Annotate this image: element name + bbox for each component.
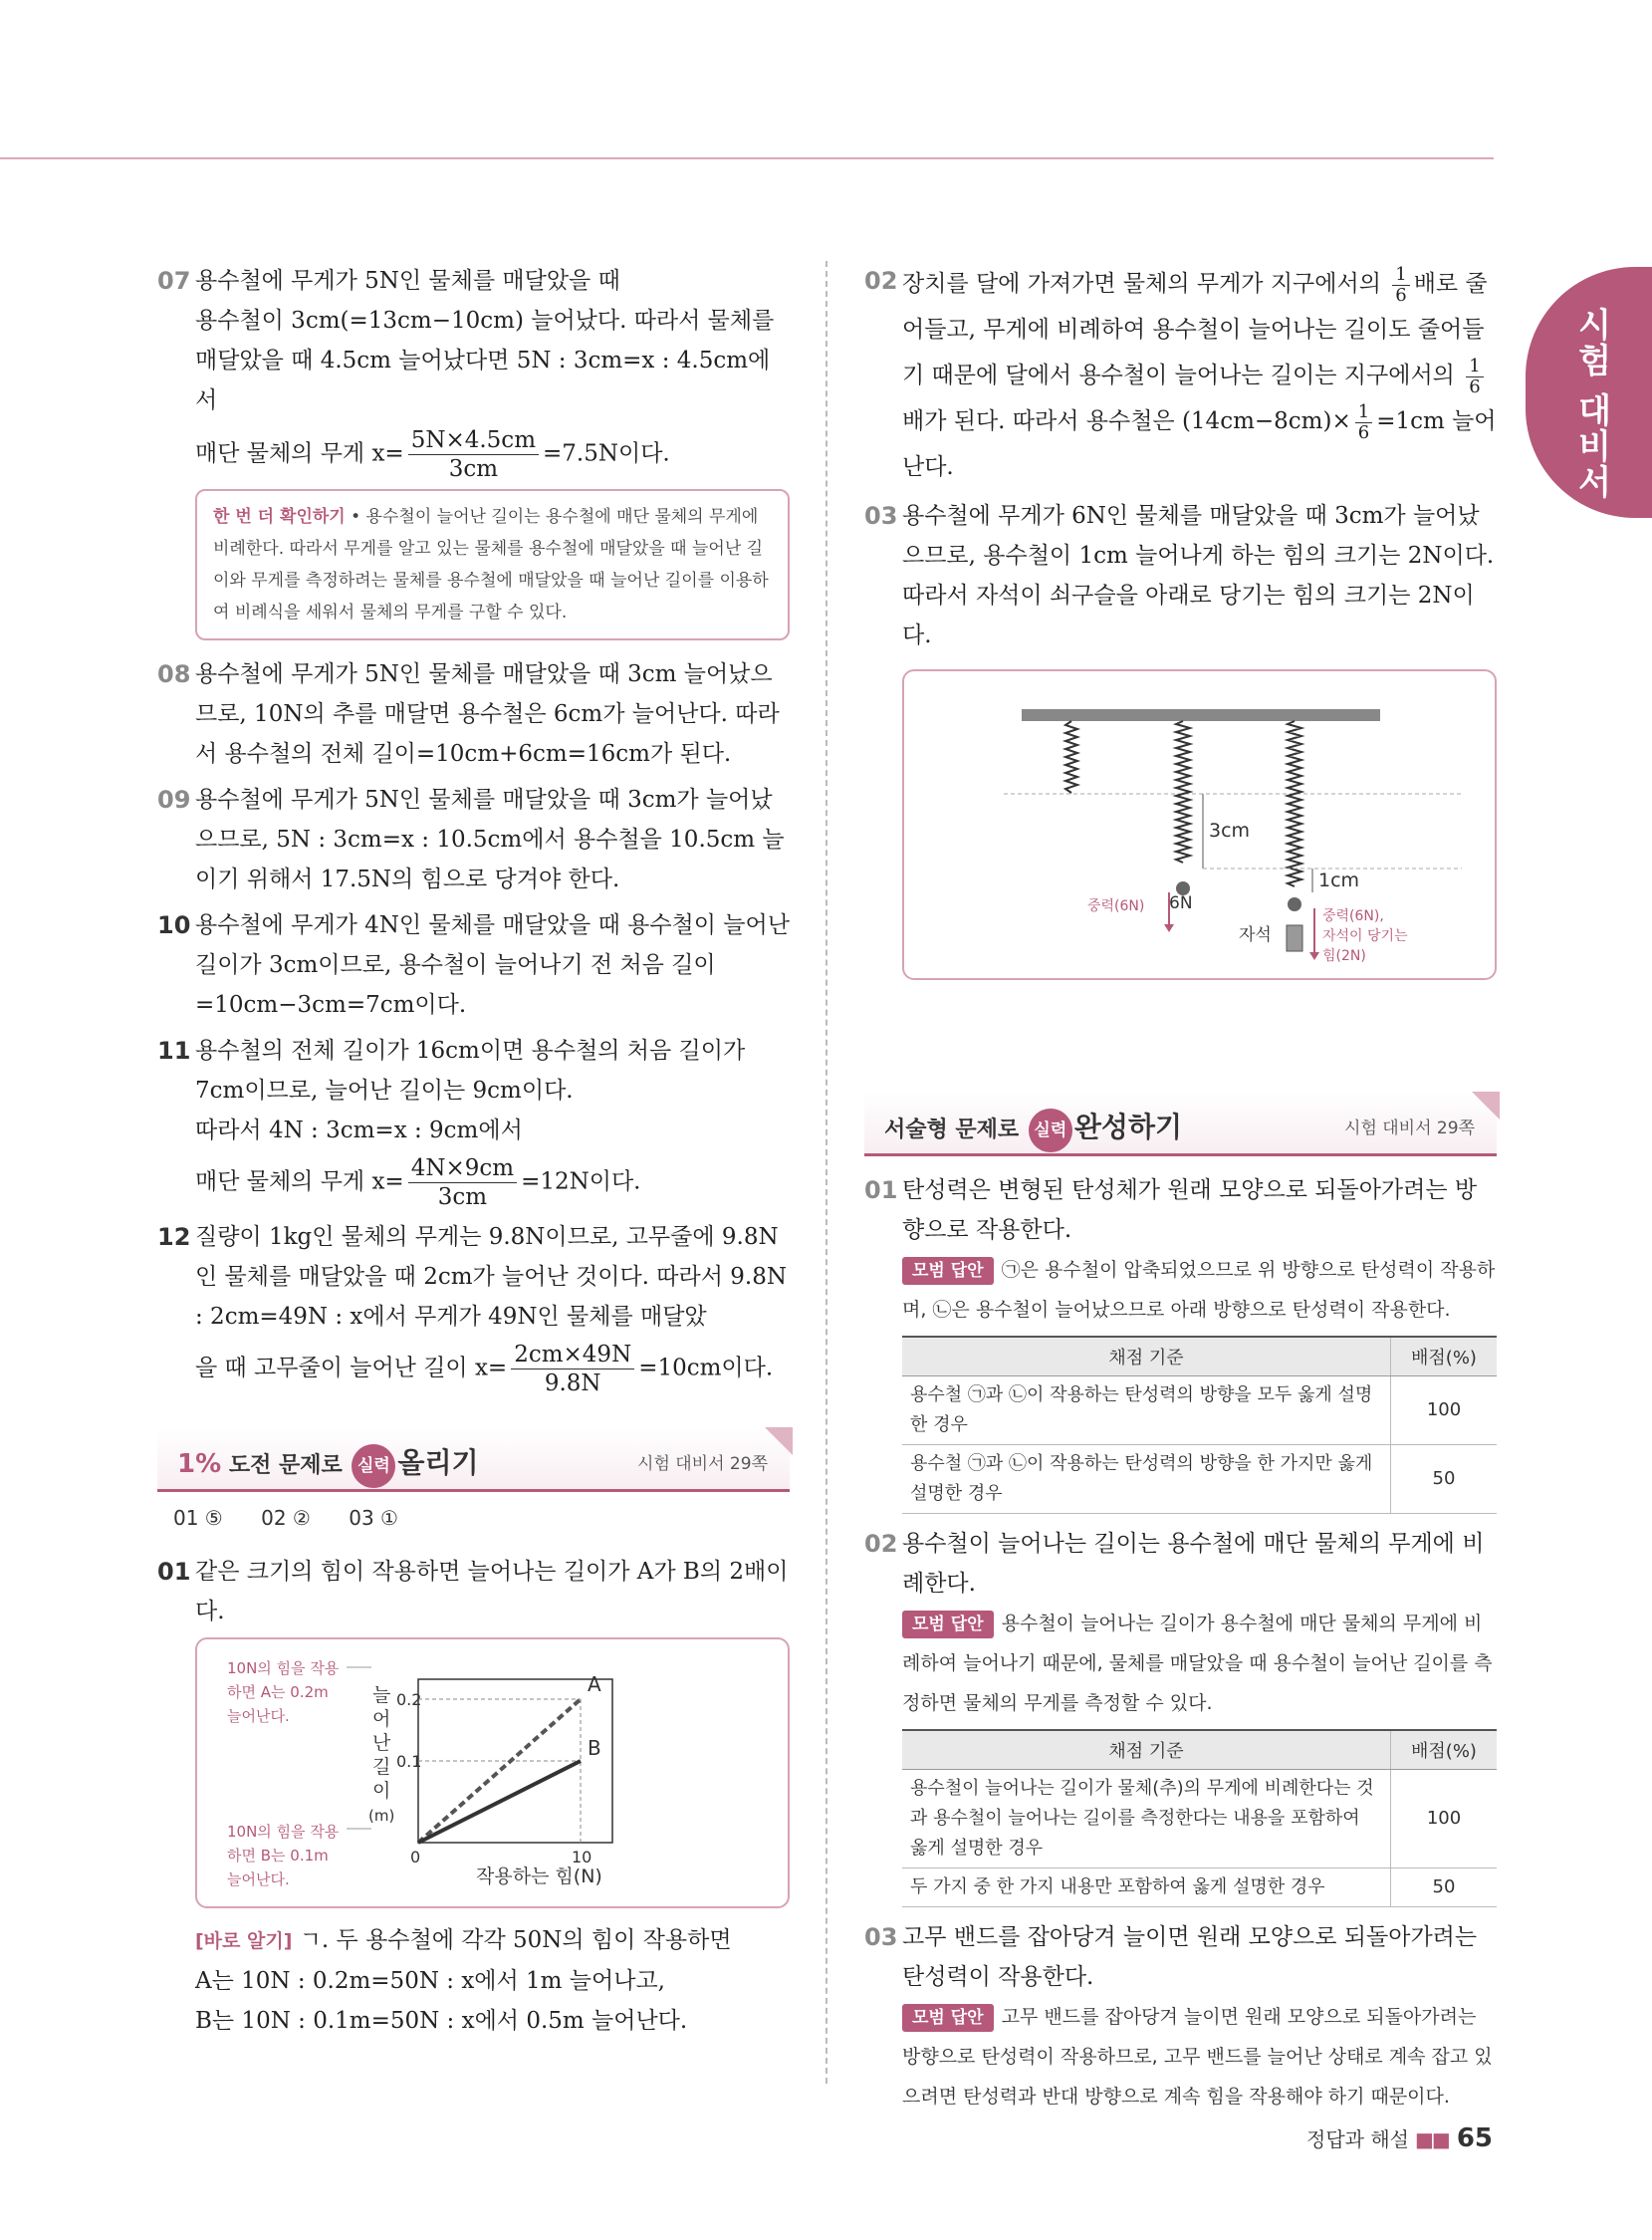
section-descriptive-header xyxy=(864,1092,1497,1156)
model-answer: 모범 답안 고무 밴드를 잡아당겨 늘이면 원래 모양으로 되돌아가려는 방향으로 탄성력이 작용하므로, 고무 밴드를 늘어난 상태로 계속 잡고 있으려면 탄성력과 반대 방향으로 계속 힘을 작용해야 하기 때문이다. xyxy=(902,2006,1493,2108)
header-rule xyxy=(0,157,1494,159)
answer-line: 따라서 4N : 3cm=x : 9cm에서 xyxy=(195,1118,523,1143)
spring-diagram xyxy=(904,671,1497,978)
spring-magnet-pulled xyxy=(1288,721,1301,886)
barun-line: [바로 알기] ㄱ. 두 용수철에 각각 50N의 힘이 작용하면 xyxy=(195,1927,732,1953)
item-number: 03 xyxy=(864,502,898,530)
skill-badge: 실력 xyxy=(352,1444,395,1488)
spring-figure xyxy=(902,669,1497,980)
y-label-char: 이 xyxy=(372,1780,391,1802)
model-answer: 모범 답안 ㉠은 용수철이 압축되었으므로 위 방향으로 탄성력이 작용하며, ㉡은 용수철이 늘어났으므로 아래 방향으로 탄성력이 작용한다. xyxy=(902,1259,1496,1321)
scoring-table-02 xyxy=(902,1729,1497,1907)
tick-0: 0 xyxy=(410,1848,421,1867)
force-length-graph xyxy=(197,1639,790,1906)
item-number: 08 xyxy=(157,660,191,688)
note-b-line: 늘어난다. xyxy=(227,1870,290,1888)
answer-text: 용수철에 무게가 5N인 물체를 매달았을 때 3cm 늘어났으므로, 10N의 추를 매달면 용수철은 6cm가 늘어난다. 따라서 용수철의 전체 길이=10cm+6cm=16cm가 된다. xyxy=(195,661,780,767)
label-force-1: 중력(6N), xyxy=(1322,908,1384,924)
y-label-char: 난 xyxy=(372,1732,391,1754)
section-reference: 시험 대비서 29쪽 xyxy=(637,1454,768,1474)
answer-key-item: 02 ② xyxy=(261,1506,311,1530)
item-number: 02 xyxy=(864,1530,898,1558)
force-arrowhead xyxy=(1309,952,1319,960)
answer-09 xyxy=(157,780,790,899)
item-number: 09 xyxy=(157,786,191,814)
tick-0.2: 0.2 xyxy=(396,1690,422,1709)
table-header: 채점 기준 xyxy=(902,1337,1391,1376)
table-row: 두 가지 중 한 가지 내용만 포함하여 옳게 설명한 경우 50 xyxy=(902,1868,1497,1907)
label-force-2: 자석이 당기는 xyxy=(1322,928,1408,944)
note-text: • 용수철이 늘어난 길이는 용수철에 매단 물체의 무게에 비례한다. 따라서 무게를 알고 있는 물체를 용수철에 매달았을 때 늘어난 길이와 무게를 측정하려는 물체를 용수철에 매달았을 때 늘어난 길이를 이용하여 비례식을 세워서 물체의 무게를 구할 수 있다. xyxy=(213,507,769,622)
section-challenge-header xyxy=(157,1427,790,1492)
section-reference: 시험 대비서 29쪽 xyxy=(1344,1119,1475,1138)
tick-10: 10 xyxy=(572,1848,592,1867)
y-label-char: 길 xyxy=(372,1756,391,1778)
challenge-01 xyxy=(157,1552,790,1631)
graph-figure xyxy=(195,1637,790,1908)
table-row: 용수철 ㉠과 ㉡이 작용하는 탄성력의 방향을 한 가지만 옳게 설명한 경우 50 xyxy=(902,1445,1497,1514)
challenge-02 xyxy=(864,261,1497,490)
x-axis-label: 작용하는 힘(N) xyxy=(476,1866,602,1887)
answer-key xyxy=(173,1506,790,1530)
section-title: 1% 도전 문제로 실력 올리기 xyxy=(177,1441,479,1488)
label-6n: 6N xyxy=(1169,893,1193,913)
answer-line: 용수철에 무게가 5N인 물체를 매달았을 때 xyxy=(195,268,620,294)
section-title: 서술형 문제로 실력 완성하기 xyxy=(884,1106,1182,1152)
barun-algi xyxy=(157,1920,790,2041)
descriptive-03 xyxy=(864,1917,1497,2116)
scoring-table-01 xyxy=(902,1336,1497,1514)
item-number: 03 xyxy=(864,1923,898,1951)
answer-text: 고무 밴드를 잡아당겨 늘이면 원래 모양으로 되돌아가려는 탄성력이 작용한다. xyxy=(902,1924,1478,1990)
answer-12 xyxy=(157,1217,790,1397)
footer-squares-icon: ■■ xyxy=(1415,2127,1449,2151)
barun-line: B는 10N : 0.1m=50N : x에서 0.5m 늘어난다. xyxy=(195,2008,688,2034)
left-column xyxy=(157,261,790,2047)
y-label-unit: (m) xyxy=(368,1807,395,1825)
answer-line: 질량이 1kg인 물체의 무게는 9.8N이므로, 고무줄에 9.8N인 물체를 매달았을 때 2cm가 늘어난 것이다. 따라서 9.8N : 2cm=49N : x에서 무게가 49N인 물체를 매달았 xyxy=(195,1224,787,1330)
y-label-char: 늘 xyxy=(372,1684,391,1706)
answer-line: 매단 물체의 무게 x= $\frac{4N\times 9cm}{3cm}$ =12N이다. xyxy=(195,1155,641,1210)
item-number: 12 xyxy=(157,1223,191,1251)
model-answer-tag: 모범 답안 xyxy=(902,1257,994,1285)
table-header: 채점 기준 xyxy=(902,1730,1391,1770)
model-answer-tag: 모범 답안 xyxy=(902,1611,994,1638)
answer-line: 용수철이 3cm(=13cm−10cm) 늘어났다. 따라서 물체를 xyxy=(195,308,775,334)
label-gravity: 중력(6N) xyxy=(1087,898,1145,914)
fraction: $\frac{5N\times 4.5cm}{3cm}$ xyxy=(408,426,539,483)
corner-decoration xyxy=(765,1427,793,1455)
check-again-note xyxy=(195,489,790,640)
answer-text: 같은 크기의 힘이 작용하면 늘어나는 길이가 A가 B의 2배이다. xyxy=(195,1559,789,1624)
item-number: 01 xyxy=(157,1558,191,1586)
table-row: 용수철 ㉠과 ㉡이 작용하는 탄성력의 방향을 모두 옳게 설명한 경우 100 xyxy=(902,1376,1497,1445)
page-number: 65 xyxy=(1456,2123,1493,2153)
support-bar xyxy=(1022,709,1380,721)
series-b-label: B xyxy=(588,1736,601,1760)
answer-text: 장치를 달에 가져가면 물체의 무게가 지구에서의 $\frac{1}{6}$ 배로 줄어들고, 무게에 비례하여 용수철이 늘어나는 길이도 줄어들기 때문에 달에서 용수철이 늘어나는 길이는 지구에서의 $\frac{1}{6}$ 배가 된다. 따라서 용수철은 (14cm−8cm)× $\frac{1}{6}$ =1cm 늘어난다. xyxy=(902,263,1497,480)
gravity-arrowhead xyxy=(1164,924,1174,932)
spring-unstretched xyxy=(1065,721,1077,793)
corner-decoration xyxy=(1472,1092,1500,1120)
answer-text: 용수철이 늘어나는 길이는 용수철에 매단 물체의 무게에 비례한다. xyxy=(902,1531,1485,1597)
answer-key-item: 01 ⑤ xyxy=(173,1506,223,1530)
answer-line: 매단 물체의 무게 x= $\frac{5N\times 4.5cm}{3cm}$ =7.5N이다. xyxy=(195,427,670,482)
label-force-3: 힘(2N) xyxy=(1322,948,1366,964)
series-b-line xyxy=(418,1761,581,1843)
answer-text: 용수철에 무게가 6N인 물체를 매달았을 때 3cm가 늘어났으므로, 용수철이 1cm 늘어나게 하는 힘의 크기는 2N이다. 따라서 자석이 쇠구슬을 아래로 당기는 힘의 크기는 2N이다. xyxy=(902,503,1495,648)
skill-badge: 실력 xyxy=(1029,1109,1072,1152)
spring-stretched xyxy=(1176,721,1190,863)
fraction: $\frac{1}{6}$ xyxy=(1392,265,1409,306)
label-magnet: 자석 xyxy=(1239,925,1272,945)
magnet-icon xyxy=(1287,925,1302,951)
item-number: 02 xyxy=(864,267,898,295)
answer-08 xyxy=(157,654,790,774)
right-column xyxy=(864,261,1497,2122)
descriptive-02 xyxy=(864,1524,1497,1723)
fraction: $\frac{1}{6}$ xyxy=(1466,357,1483,397)
note-a-line: 하면 A는 0.2m xyxy=(227,1683,329,1701)
item-number: 07 xyxy=(157,267,191,295)
answer-10 xyxy=(157,905,790,1025)
label-1cm: 1cm xyxy=(1318,870,1360,891)
answer-text: 용수철에 무게가 4N인 물체를 매달았을 때 용수철이 늘어난 길이가 3cm이므로, 용수철이 늘어나기 전 처음 길이 =10cm−3cm=7cm이다. xyxy=(195,912,790,1018)
table-row: 용수철이 늘어나는 길이가 물체(추)의 무게에 비례한다는 것과 용수철이 늘어나는 길이를 측정한다는 내용을 포함하여 옳게 설명한 경우 100 xyxy=(902,1770,1497,1868)
note-heading: 한 번 더 확인하기 xyxy=(213,507,346,527)
answer-line: 매달았을 때 4.5cm 늘어났다면 5N : 3cm=x : 4.5cm에서 xyxy=(195,348,771,413)
fraction: $\frac{1}{6}$ xyxy=(1355,402,1372,443)
descriptive-01 xyxy=(864,1170,1497,1330)
note-b-line: 10N의 힘을 작용 xyxy=(227,1823,340,1841)
iron-ball xyxy=(1288,897,1301,911)
answer-line: 을 때 고무줄이 늘어난 길이 x= $\frac{2cm\times 49N}{9.8N}$ =10cm이다. xyxy=(195,1342,774,1396)
note-b-line: 하면 B는 0.1m xyxy=(227,1847,329,1865)
y-label-char: 어 xyxy=(372,1708,391,1730)
note-a-line: 늘어난다. xyxy=(227,1707,290,1725)
fraction: $\frac{2cm\times 49N}{9.8N}$ xyxy=(511,1341,634,1397)
answer-key-item: 03 ① xyxy=(349,1506,398,1530)
barun-line: A는 10N : 0.2m=50N : x에서 1m 늘어나고, xyxy=(195,1968,665,1994)
answer-text: 용수철에 무게가 5N인 물체를 매달았을 때 3cm가 늘어났으므로, 5N : 3cm=x : 10.5cm에서 용수철을 10.5cm 늘이기 위해서 17.5N의 힘으로 당겨야 한다. xyxy=(195,787,785,892)
answer-07 xyxy=(157,261,790,483)
item-number: 11 xyxy=(157,1037,191,1065)
item-number: 01 xyxy=(864,1176,898,1204)
table-header: 배점(%) xyxy=(1391,1337,1498,1376)
tick-0.1: 0.1 xyxy=(396,1752,422,1771)
series-a-label: A xyxy=(588,1672,601,1696)
side-tab-label: 시험 대비서 xyxy=(1571,307,1611,500)
table-header: 배점(%) xyxy=(1391,1730,1498,1770)
answer-11 xyxy=(157,1031,790,1211)
column-divider xyxy=(826,261,827,2084)
item-number: 10 xyxy=(157,911,191,939)
footer-label: 정답과 해설 xyxy=(1306,2127,1410,2151)
label-3cm: 3cm xyxy=(1209,820,1251,842)
answer-text: 탄성력은 변형된 탄성체가 원래 모양으로 되돌아가려는 방향으로 작용한다. xyxy=(902,1177,1478,1243)
fraction: $\frac{4N\times 9cm}{3cm}$ xyxy=(408,1154,517,1211)
model-answer: 모범 답안 용수철이 늘어나는 길이가 용수철에 매단 물체의 무게에 비례하여 늘어나기 때문에, 물체를 매달았을 때 용수철이 늘어난 길이를 측정하면 물체의 무게를 측정할 수 있다. xyxy=(902,1613,1493,1714)
challenge-03 xyxy=(864,496,1497,655)
side-tab xyxy=(1526,267,1652,518)
note-a-line: 10N의 힘을 작용 xyxy=(227,1659,340,1677)
answer-line: 용수철의 전체 길이가 16cm이면 용수철의 처음 길이가 7cm이므로, 늘어난 길이는 9cm이다. xyxy=(195,1038,746,1104)
model-answer-tag: 모범 답안 xyxy=(902,2004,994,2032)
series-a-line xyxy=(418,1699,581,1843)
page-footer xyxy=(1306,2123,1493,2153)
